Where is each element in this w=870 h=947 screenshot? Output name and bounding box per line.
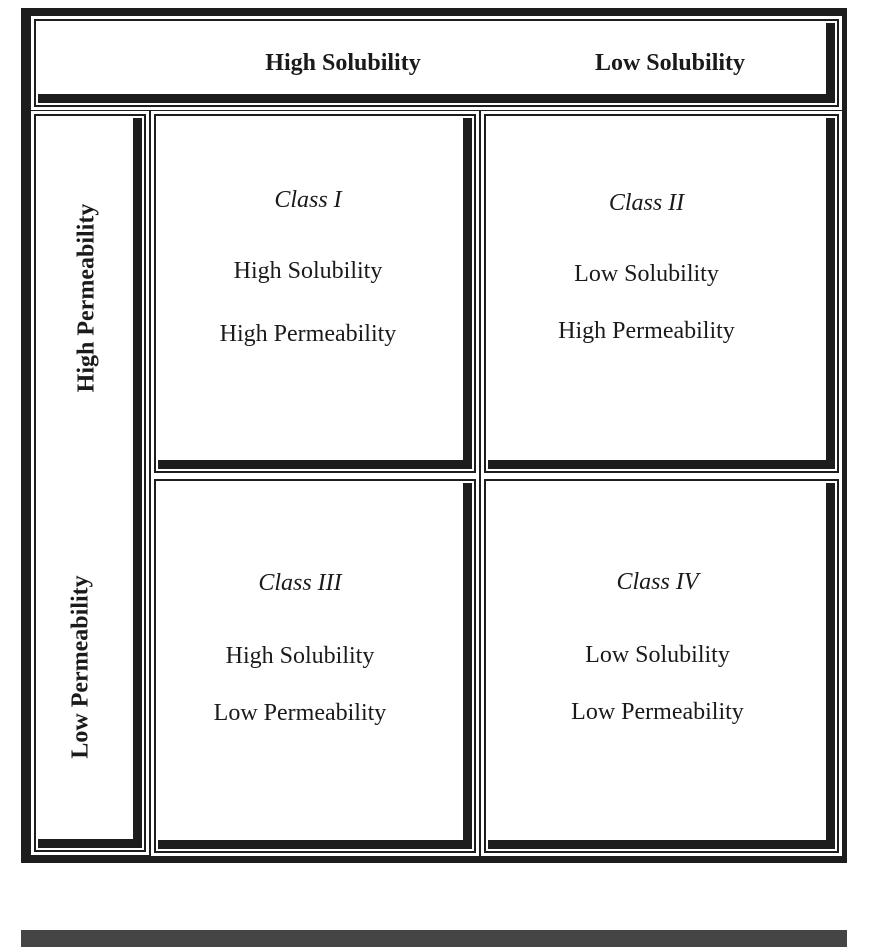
bottom-bar	[21, 930, 847, 947]
class-1-permeability: High Permeability	[219, 321, 397, 347]
side-label-box	[31, 111, 149, 855]
class-3-solubility: High Solubility	[225, 643, 375, 669]
class-2-permeability: High Permeability	[558, 318, 735, 344]
class-3-permeability: Low Permeability	[213, 700, 387, 726]
cell-class-4-content	[483, 569, 832, 726]
class-2-title: Class II	[608, 190, 685, 216]
row-label-high-permeability: High Permeability	[73, 203, 100, 393]
class-1-title: Class I	[274, 187, 342, 213]
class-4-permeability: Low Permeability	[571, 699, 744, 725]
cell-class-2-content	[483, 190, 810, 345]
class-1-solubility: High Solubility	[233, 258, 383, 284]
header-low-solubility: Low Solubility	[594, 49, 746, 76]
class-3-title: Class III	[258, 570, 342, 596]
side-label-high-region	[33, 113, 141, 483]
row-label-low-permeability: Low Permeability	[67, 575, 94, 759]
cell-class-3-content	[153, 570, 447, 727]
cell-class-4	[481, 476, 842, 856]
cell-class-1-content	[153, 187, 463, 348]
header-high-solubility: High Solubility	[265, 49, 421, 76]
cell-class-2	[481, 111, 842, 476]
class-4-solubility: Low Solubility	[585, 642, 730, 668]
cell-class-1	[151, 111, 479, 476]
class-4-title: Class IV	[616, 569, 699, 595]
header-box	[31, 16, 842, 110]
class-2-solubility: Low Solubility	[574, 261, 719, 287]
side-label-low-region	[33, 483, 129, 851]
cell-class-3	[151, 476, 479, 856]
